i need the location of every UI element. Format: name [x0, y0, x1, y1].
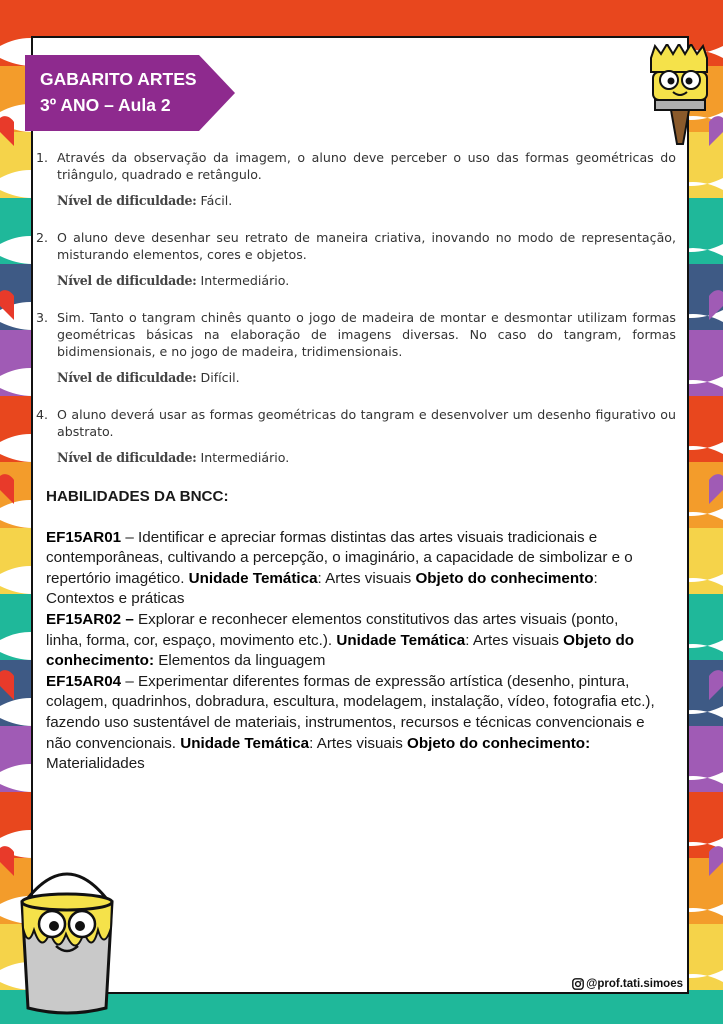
bncc-title: HABILIDADES DA BNCC: [46, 488, 229, 505]
title-line-2: 3º ANO – Aula 2 [40, 95, 171, 115]
answer-item [36, 229, 676, 289]
theme-value: : Artes visuais [309, 734, 408, 752]
object-value: Materialidades [46, 755, 145, 773]
difficulty-value: Difícil. [200, 370, 240, 385]
object-value: : Contextos e práticas [46, 569, 598, 608]
page-title [40, 66, 197, 118]
object-label: Objeto do conhecimento [415, 569, 594, 587]
difficulty-label: Nível de dificuldade: [57, 193, 197, 208]
skill-code: EF15AR04 [46, 672, 122, 690]
answer-text: O aluno deverá usar as formas geométricas do tangram e desenvolver um desenho figurativo ou abstrato. [57, 407, 676, 439]
theme-label: Unidade Temática [180, 734, 310, 752]
difficulty-line [57, 192, 676, 209]
answer-number: 4. [36, 407, 49, 422]
object-value: Elementos da linguagem [154, 652, 326, 670]
answer-number: 1. [36, 150, 49, 165]
bncc-skill [46, 610, 658, 672]
answer-item [36, 309, 676, 386]
skill-description: – Experimentar diferentes formas de expressão artística (desenho, pintura, colagem, quadrinhos, dobradura, escultura, modelagem, instalação, vídeo, fotografia etc.), fazendo uso sustentável de materiais, instrumentos, recursos e técnicas convencionais e não convencionais. [46, 672, 655, 752]
difficulty-label: Nível de dificuldade: [57, 450, 197, 465]
answer-item [36, 149, 676, 209]
answer-number: 3. [36, 310, 49, 325]
paint-bucket-mascot-icon [14, 858, 120, 1018]
skill-code: EF15AR02 – [46, 610, 134, 628]
difficulty-value: Intermediário. [200, 450, 290, 465]
theme-label: Unidade Temática [336, 631, 466, 649]
theme-value: : Artes visuais [317, 569, 416, 587]
paintbrush-mascot-icon [645, 44, 715, 146]
answers-list [36, 149, 676, 486]
credit-handle: @prof.tati.simoes [586, 978, 683, 990]
answer-text: O aluno deve desenhar seu retrato de maneira criativa, inovando no modo de representação, misturando elementos, cores e objetos. [57, 230, 676, 262]
difficulty-line [57, 449, 676, 466]
bncc-skill [46, 672, 658, 775]
object-label: Objeto do conhecimento: [46, 631, 635, 670]
skill-description: Explorar e reconhecer elementos constitutivos das artes visuais (ponto, linha, forma, cor, espaço, movimento etc.). [46, 610, 619, 649]
difficulty-value: Intermediário. [200, 273, 290, 288]
skill-code: EF15AR01 [46, 528, 122, 546]
difficulty-line [57, 369, 676, 386]
difficulty-value: Fácil. [200, 193, 233, 208]
skill-description: – Identificar e apreciar formas distintas das artes visuais tradicionais e contemporâneas, cultivando a percepção, o imaginário, a capacidade de simbolizar e o repertório imagético. [46, 528, 633, 587]
theme-value: : Artes visuais [465, 631, 564, 649]
difficulty-label: Nível de dificuldade: [57, 370, 197, 385]
answer-item [36, 406, 676, 466]
bncc-skill [46, 528, 658, 610]
answer-number: 2. [36, 230, 49, 245]
author-credit [572, 978, 683, 990]
instagram-icon [572, 978, 584, 990]
title-line-1: GABARITO ARTES [40, 69, 197, 89]
difficulty-label: Nível de dificuldade: [57, 273, 197, 288]
bncc-section [46, 487, 658, 775]
object-label: Objeto do conhecimento: [407, 734, 591, 752]
answer-text: Através da observação da imagem, o aluno deve perceber o uso das formas geométricas do triângulo, quadrado e retângulo. [57, 150, 676, 182]
theme-label: Unidade Temática [188, 569, 318, 587]
difficulty-line [57, 272, 676, 289]
answer-text: Sim. Tanto o tangram chinês quanto o jogo de madeira de montar e desmontar utilizam formas geométricas básicas na elaboração de imagens diversas. No caso do tangram, formas bidimensionais, e no jogo de madeira, tridimensionais. [57, 310, 676, 359]
